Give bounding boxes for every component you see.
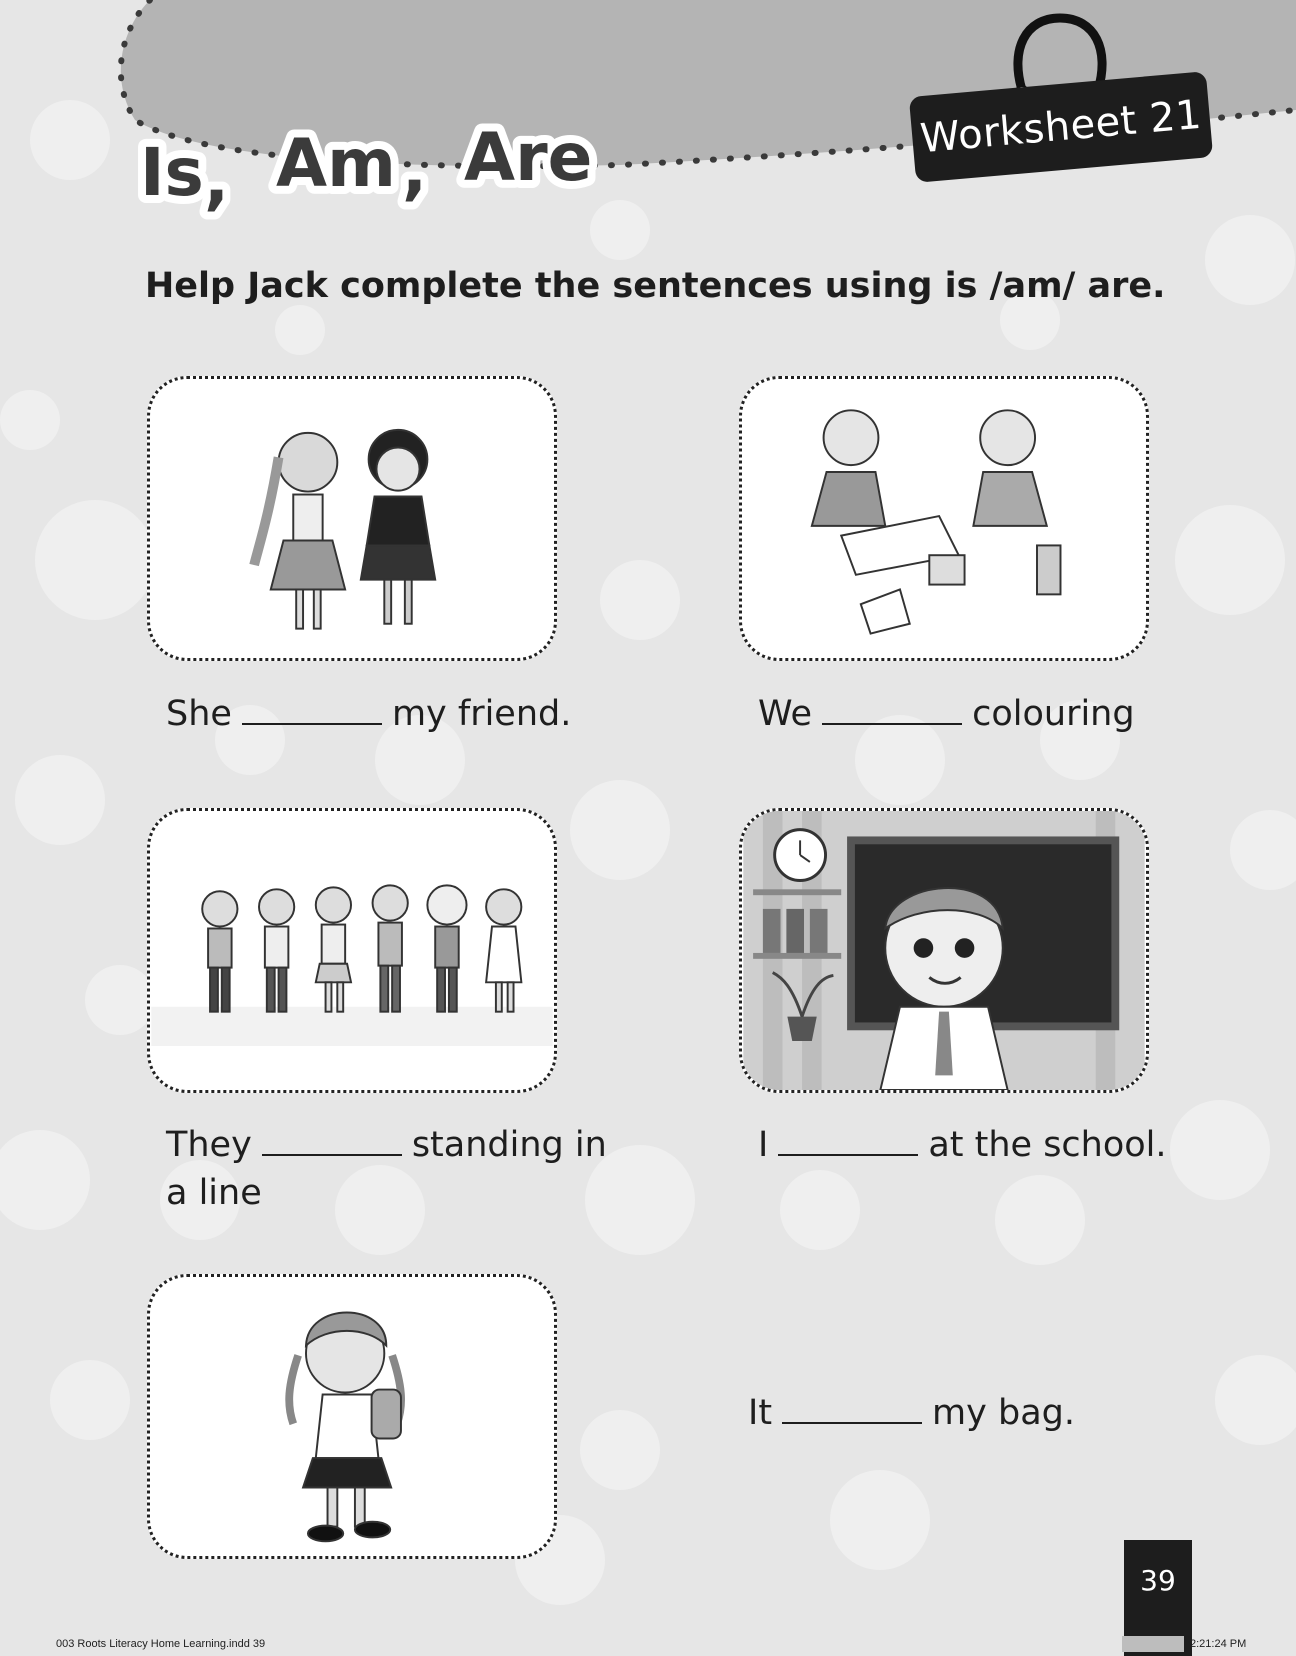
worksheet-label: Worksheet 21 bbox=[909, 71, 1213, 183]
illustration-card-3 bbox=[147, 808, 557, 1093]
title-comma-1: , bbox=[204, 141, 230, 218]
kids-colouring-illustration bbox=[742, 379, 1146, 658]
title-comma-2: , bbox=[402, 131, 428, 208]
sentence-4: I at the school. bbox=[758, 1125, 1167, 1165]
boy-at-blackboard-illustration bbox=[742, 811, 1146, 1090]
illustration-card-1 bbox=[147, 376, 557, 661]
answer-blank-2[interactable] bbox=[822, 693, 962, 725]
sentence-1: She my friend. bbox=[166, 694, 572, 734]
answer-blank-3[interactable] bbox=[262, 1124, 402, 1156]
children-in-line-illustration bbox=[150, 811, 554, 1090]
answer-blank-1[interactable] bbox=[242, 693, 382, 725]
answer-blank-5[interactable] bbox=[782, 1392, 922, 1424]
file-info: 003 Roots Literacy Home Learning.indd 39 bbox=[56, 1638, 266, 1650]
answer-blank-4[interactable] bbox=[778, 1124, 918, 1156]
instruction-text: Help Jack complete the sentences using is /am/ are. bbox=[145, 266, 1166, 306]
sentence-3: They standing in a line bbox=[166, 1125, 607, 1213]
illustration-card-2 bbox=[739, 376, 1149, 661]
sentence-5: It my bag. bbox=[748, 1393, 1075, 1433]
page-title bbox=[128, 120, 648, 230]
footer-date-mark bbox=[1122, 1636, 1184, 1652]
title-is: Is bbox=[140, 134, 204, 211]
sentence-2: We colouring bbox=[758, 694, 1135, 734]
title-am: Am bbox=[276, 125, 396, 202]
page-number: 39 bbox=[1124, 1540, 1192, 1656]
title-are: Are bbox=[464, 120, 593, 196]
footer-time: 2:21:24 PM bbox=[1190, 1638, 1247, 1650]
two-girls-illustration bbox=[150, 379, 554, 658]
illustration-card-4 bbox=[739, 808, 1149, 1093]
illustration-card-5 bbox=[147, 1274, 557, 1559]
girl-with-backpack-illustration bbox=[150, 1277, 554, 1556]
